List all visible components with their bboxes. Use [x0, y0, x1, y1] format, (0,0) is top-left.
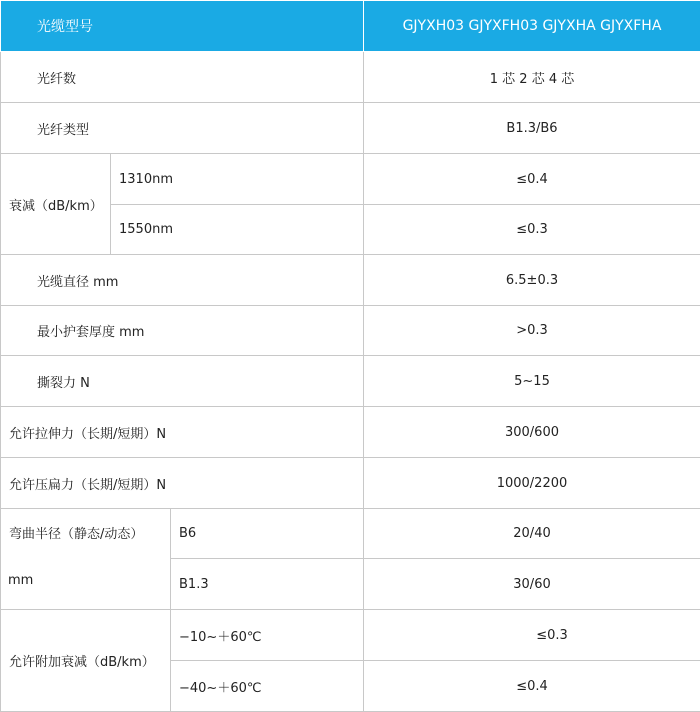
table-row — [1, 610, 700, 661]
table-row — [1, 356, 700, 407]
table-row — [1, 509, 700, 559]
table-row — [1, 52, 700, 103]
row-value-b13: 30/60 — [364, 559, 700, 610]
sub-label-1550nm: 1550nm — [111, 205, 364, 255]
row-value-1310nm: ≤0.4 — [364, 154, 700, 205]
row-label-sheath-thickness: 最小护套厚度 mm — [1, 306, 364, 356]
row-value-minus10: ≤0.3 — [364, 610, 700, 661]
row-value-b6: 20/40 — [364, 509, 700, 559]
table-row — [1, 255, 700, 306]
header-models: GJYXH03 GJYXFH03 GJYXHA GJYXFHA — [364, 1, 700, 52]
row-value-fiber-type: B1.3/B6 — [364, 103, 700, 154]
sub-label-1310nm: 1310nm — [111, 154, 364, 205]
sub-label-minus10: −10~＋60℃ — [171, 610, 364, 661]
row-label-fiber-count: 光纤数 — [1, 52, 364, 103]
table-row — [1, 103, 700, 154]
row-label-bend-radius — [1, 509, 171, 610]
row-label-crush: 允许压扁力（长期/短期）N — [1, 458, 364, 509]
row-label-extra-attenuation: 允许附加衰减（dB/km） — [1, 610, 171, 712]
row-label-attenuation: 衰减（dB/km） — [1, 154, 111, 255]
table-row — [1, 306, 700, 356]
row-label-tensile: 允许拉伸力（长期/短期）N — [1, 407, 364, 458]
row-value-sheath-thickness: >0.3 — [364, 306, 700, 356]
row-label-cable-diameter: 光缆直径 mm — [1, 255, 364, 306]
sub-label-b13: B1.3 — [171, 559, 364, 610]
header-label: 光缆型号 — [1, 1, 364, 52]
table-header-row — [1, 1, 700, 52]
table-row — [1, 458, 700, 509]
row-label-fiber-type: 光纤类型 — [1, 103, 364, 154]
row-value-crush: 1000/2200 — [364, 458, 700, 509]
table-row — [1, 407, 700, 458]
row-value-1550nm: ≤0.3 — [364, 205, 700, 255]
bend-radius-label-line1: 弯曲半径（静态/动态） — [9, 509, 143, 542]
table-row — [1, 154, 700, 205]
row-value-tensile: 300/600 — [364, 407, 700, 458]
row-value-fiber-count: 1 芯 2 芯 4 芯 — [364, 52, 700, 103]
row-value-cable-diameter: 6.5±0.3 — [364, 255, 700, 306]
bend-radius-label-line2: mm — [8, 573, 33, 588]
row-label-tear-force: 撕裂力 N — [1, 356, 364, 407]
sub-label-b6: B6 — [171, 509, 364, 559]
row-value-minus40: ≤0.4 — [364, 661, 700, 712]
row-value-tear-force: 5~15 — [364, 356, 700, 407]
sub-label-minus40: −40~＋60℃ — [171, 661, 364, 712]
